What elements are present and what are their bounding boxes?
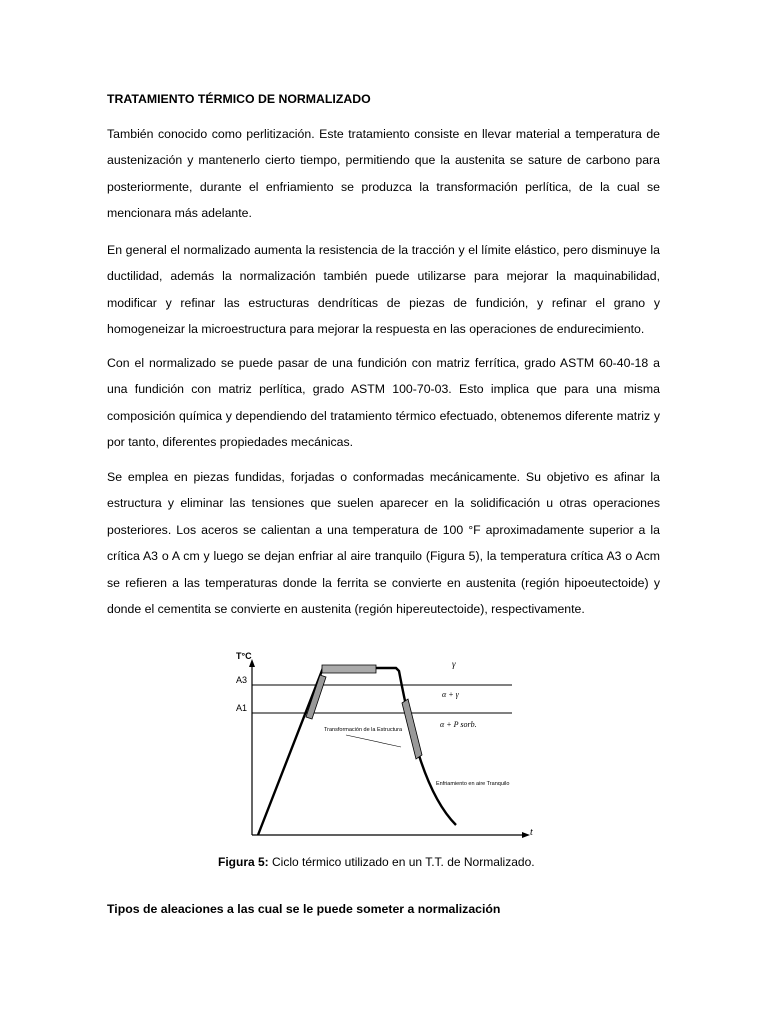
region-alpha-pearlite: α + P sorb. (440, 720, 477, 729)
thermal-cycle-diagram (196, 635, 570, 885)
figure-caption (218, 855, 535, 869)
paragraph-4: Se emplea en piezas fundidas, forjadas o conformadas mecánicamente. Su objetivo es afinar la estructura y eliminar las tensiones que suelen aparecer en la solidificación u otras operaciones posteriores. Los aceros se calientan a una temperatura de 100 °F aproximadamente superior a la crítica A3 o A cm y luego se dejan enfriar al aire tranquilo (Figura 5), la temperatura crítica A3 o Acm se refieren a las temperaturas donde la ferrita se convierte en austenita (región hipoeutectoide) y donde el cementita se convierte en austenita (región hipereutectoide), respectivamente. (107, 470, 660, 617)
figure-caption-number: Figura 5: (218, 855, 269, 869)
cycle-curve (258, 668, 456, 835)
region-gamma: γ (452, 659, 456, 669)
transformation-hatch-heating (306, 665, 376, 719)
figure-caption-text: Ciclo térmico utilizado en un T.T. de Normalizado. (268, 855, 535, 869)
figure-5 (196, 635, 570, 885)
a1-label: A1 (236, 703, 248, 713)
sub-heading: Tipos de aleaciones a las cual se le puede someter a normalización (107, 902, 501, 916)
paragraph-1: También conocido como perlitización. Este tratamiento consiste en llevar material a temperatura de austenización y mantenerlo cierto tiempo, permitiendo que la austenita se sature de carbono para posteriormente, durante el enfriamiento se produzca la transformación perlítica, de la cual se mencionara más adelante. (107, 127, 660, 221)
x-axis-label: t (530, 827, 533, 838)
document-heading: TRATAMIENTO TÉRMICO DE NORMALIZADO (107, 92, 371, 106)
annotation-pointer (346, 735, 401, 747)
annotation-cooling: Enfriamiento en aire Tranquilo (436, 781, 510, 787)
annotation-transformation: Transformación de la Estructura (324, 727, 403, 733)
transformation-hatch-cooling (402, 699, 422, 759)
x-axis-arrow (522, 832, 530, 838)
paragraph-3: Con el normalizado se puede pasar de una fundición con matriz ferrítica, grado ASTM 60-40-18 a una fundición con matriz perlítica, grado ASTM 100-70-03. Esto implica que para una misma composición química y dependiendo del tratamiento térmico efectuado, obtenemos diferente matriz y por tanto, diferentes propiedades mecánicas. (107, 356, 660, 450)
a3-label: A3 (236, 675, 248, 685)
region-alpha-gamma: α + γ (442, 690, 459, 699)
y-axis-label: T°C (236, 651, 252, 661)
paragraph-2: En general el normalizado aumenta la resistencia de la tracción y el límite elástico, pero disminuye la ductilidad, además la normalización también puede utilizarse para mejorar la maquinabilidad, modificar y refinar las estructuras dendríticas de piezas de fundición, y refinar el grano y homogeneizar la microestructura para mejorar la respuesta en las operaciones de endurecimiento. (107, 243, 660, 337)
